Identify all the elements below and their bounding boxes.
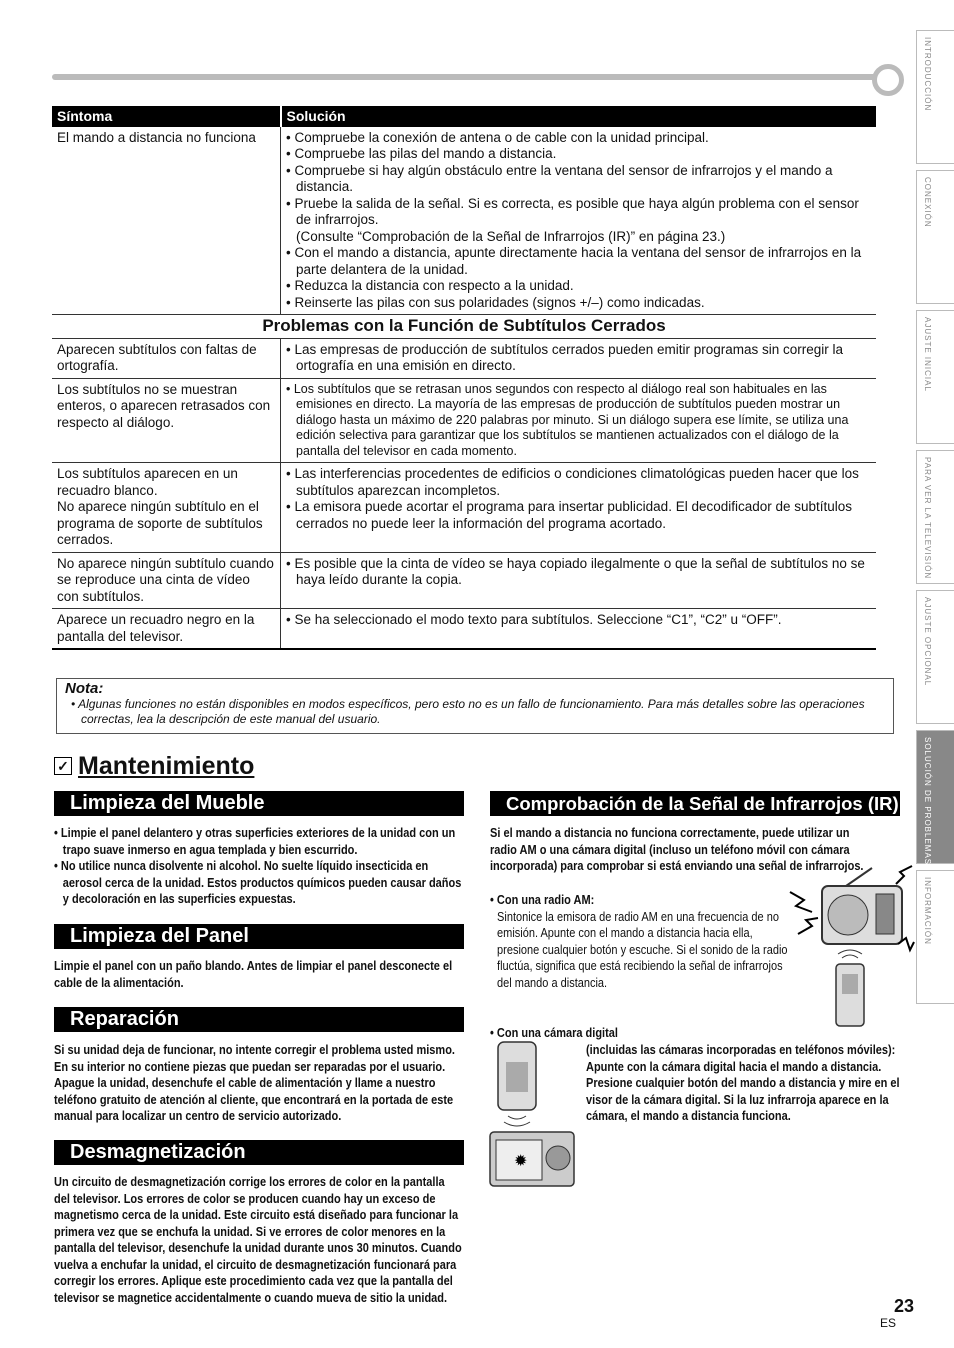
side-tab-connection[interactable]: CONEXIÓN	[916, 170, 954, 304]
page-number: 23	[894, 1296, 915, 1316]
table-row: El mando a distancia no funciona • Compruebe la conexión de antena o de cable con la unidad principal. • Compruebe las pilas del mando a distancia. • Compruebe si hay algún obstáculo entre la ventana del sensor de infrarrojos y el mando a distancia. • Pruebe la salida de la señal. Si es correcta, es posible que haya algún problema con el sensor de infrarrojos. (Consulte “Comprobación de la Señal de Infrarrojos (IR)” en página 23.) • Con el mando a distancia, apunte directamente hacia la ventana del sensor de infrarrojos en la parte delantera de la unidad. • Reduzca la distancia con respecto a la unidad. • Reinserte las pilas con sus polaridades (signos +/–) como indicadas.	[52, 127, 876, 315]
table-row: No aparece ningún subtítulo cuando se reproduce una cinta de vídeo con subtítulos. • Es posible que la cinta de vídeo se haya copiado ilegalmente o que la señal de subtítulos no se haya leído durante la copia.	[52, 552, 876, 609]
cleaning-cabinet-heading: Limpieza del Mueble	[54, 791, 464, 816]
header-symptom: Síntoma	[52, 106, 281, 127]
section-row	[52, 315, 876, 339]
cleaning-panel-heading: Limpieza del Panel	[54, 924, 464, 949]
side-tab-watching-tv[interactable]: PARA VER LA TELEVISIÓN	[916, 450, 954, 584]
side-tabs	[916, 30, 954, 1010]
header-circle	[872, 64, 904, 96]
repair-text: Si su unidad deja de funcionar, no intente corregir el problema usted mismo. En su interior no contiene piezas que puedan ser reparadas por el usuario. Apague la unidad, desenchufe el cable de alimentación y llame a nuestro teléfono gratuito de atención al cliente, que encontrará en la portada de este manual para localizar un centro de servicio autorizado.	[54, 1043, 455, 1123]
side-tab-optional-setup[interactable]: AJUSTE OPCIONAL	[916, 590, 954, 724]
language-code: ES	[880, 1316, 897, 1330]
radio-remote-illustration	[786, 864, 916, 1030]
degauss-text: Un circuito de desmagnetización corrige los errores de color en la pantalla del televisor. Los errores de color se producen cuando hay un exceso de magnetismo cerca de la unidad. Este circuito está diseñado para funcionar la primera vez que se enchufa la unidad. Si ve errores de color menores en la pantalla del televisor, desenchufe la unidad durante unos 30 minutos. Cuando vuelva a enchufar la unidad, el circuito de desmagnetización funcionará para corregir los errores. Aplique este procedimiento cada vez que la pantalla del televisor se magnetice accidentalmente o cuando mueva de sitio la unidad.	[54, 1175, 462, 1305]
radio-icon	[822, 868, 902, 944]
table-row: Aparecen subtítulos con faltas de ortografía. • Las empresas de producción de subtítulos cerrados pueden emitir programas sin corregir la ortografía en una emisión en directo.	[52, 338, 876, 378]
camera-icon	[490, 1132, 574, 1186]
section-title: Problemas con la Función de Subtítulos Cerrados	[52, 315, 876, 339]
side-tab-initial-setup[interactable]: AJUSTE INICIAL	[916, 310, 954, 444]
troubleshooting-table	[52, 106, 876, 650]
ir-check-heading: Comprobación de la Señal de Infrarrojos (IR)	[490, 791, 900, 816]
table-row: Los subtítulos no se muestran enteros, o aparecen retrasados con respecto al diálogo. • Los subtítulos que se retrasan unos segundos con respecto al diálogo real son habituales en las emisiones en directo. La mayoría de las empresas de producción de subtítulos pueden mostrar un diálogo hasta un máximo de 220 palabras por minuto. Si un diálogo supera ese límite, se utiliza una edición selectiva para garantizar que los subtítulos se mantienen actualizados con el diálogo de la pantalla del televisor en cada momento.	[52, 378, 876, 463]
cleaning-panel-text: Limpie el panel con un paño blando. Antes de limpiar el panel desconecte el cable de la alimentación.	[54, 959, 453, 990]
svg-text:✹: ✹	[514, 1151, 528, 1170]
ir-am-section: • Con una radio AM: Sintonice la emisora de radio AM en una frecuencia de no emisión. Apunte con el mando a distancia hacia ella, presione cualquier botón y escuche. Si el sonido de la radio fluctúa, significa que está recibiendo la señal de infrarrojos del mando a distancia.	[490, 893, 788, 990]
note-label: Nota:	[65, 680, 104, 697]
remote-icon	[498, 1042, 536, 1126]
table-row: Aparece un recuadro negro en la pantalla del televisor. • Se ha seleccionado el modo texto para subtítulos. Seleccione “C1”, “C2” u “OFF”.	[52, 609, 876, 650]
side-tab-intro[interactable]: INTRODUCCIÓN	[916, 30, 954, 164]
repair-heading: Reparación	[54, 1007, 464, 1032]
header-rule	[52, 74, 882, 80]
ir-intro: Si el mando a distancia no funciona correctamente, puede utilizar un radio AM o una cámara digital (incluso un teléfono móvil con cámara incorporada) para comprobar si está enviando una señal de infrarrojos.	[490, 826, 864, 873]
side-tab-troubleshooting[interactable]: SOLUCIÓN DE PROBLEMAS	[916, 730, 954, 864]
page-reference: (Consulte “Comprobación de la Señal de Infrarrojos (IR)” en página 23.)	[296, 228, 726, 244]
note-box	[56, 678, 894, 734]
camera-remote-illustration	[488, 1040, 580, 1190]
checkbox-icon: ✓	[54, 757, 72, 775]
ir-camera-text: (incluidas las cámaras incorporadas en teléfonos móviles): Apunte con la cámara digital hacia el mando a distancia. Presione cualquier botón del mando a distancia y mire en el visor de la cámara digital. Si la luz infrarroja aparece en la cámara, el mando a distancia funciona.	[586, 1043, 900, 1123]
header-solution: Solución	[281, 106, 877, 127]
side-tab-information[interactable]: INFORMACIÓN	[916, 870, 954, 1004]
note-text: • Algunas funciones no están disponibles en modos específicos, pero esto no es un fallo de funcionamiento. Para más detalles sobre las operaciones correctas, lea la descripción de este manual del usuario.	[71, 697, 885, 727]
table-row: Los subtítulos aparecen en un recuadro blanco. No aparece ningún subtítulo en el programa de soporte de subtítulos cerrados. • Las interferencias procedentes de edificios o condiciones climatológicas pueden hacer que los subtítulos aparezcan incompletos. • La emisora puede acortar el programa para insertar publicidad. El decodificador de subtítulos cerrados no puede leer la información del programa acortado.	[52, 463, 876, 553]
remote-icon	[836, 950, 864, 1026]
maintenance-title: ✓ Mantenimiento	[54, 752, 254, 781]
degauss-heading: Desmagnetización	[54, 1140, 464, 1165]
cleaning-cabinet-text: • Limpie el panel delantero y otras superficies exteriores de la unidad con un trapo suave inmerso en agua templada y bien escurrido. • No utilice nunca disolvente ni alcohol. No suelte líquido insecticida en aerosol cerca de la unidad. Estos productos químicos pueden causar daños y decoloración en las superficies expuestas.	[54, 825, 463, 908]
ir-camera-label: • Con una cámara digital	[490, 1026, 618, 1040]
